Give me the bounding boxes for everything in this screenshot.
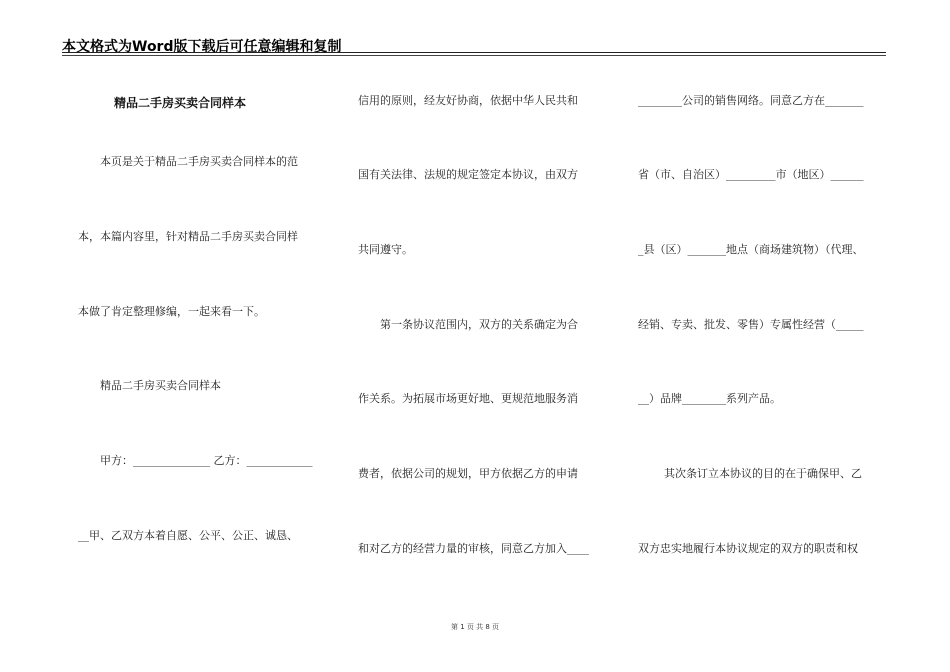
text-line: 经销、专卖、批发、零售）专属性经营（_____ (638, 318, 864, 331)
text-line: 第一条协议范围内，双方的关系确定为合 (380, 318, 578, 331)
page-number: 第 1 页 共 8 页 (450, 623, 500, 631)
text-line: 其次条订立本协议的目的在于确保甲、乙 (664, 467, 862, 480)
text-line: 和对乙方的经营力量的审核，同意乙方加入____ (358, 542, 589, 555)
text-line: 双方忠实地履行本协议规定的双方的职责和权 (638, 542, 858, 555)
document-header: 本文格式为Word版下载后可任意编辑和复制 (62, 39, 342, 55)
header-rule-thick (62, 52, 886, 53)
text-line: 本页是关于精品二手房买卖合同样本的范 (100, 155, 298, 168)
text-line: 国有关法律、法规的规定签定本协议，由双方 (358, 168, 578, 181)
header-rule-thin (62, 55, 886, 56)
text-line: 信用的原则，经友好协商，依据中华人民共和 (358, 94, 578, 107)
text-line: 本，本篇内容里，针对精品二手房买卖合同样 (78, 230, 298, 243)
document-title: 精品二手房买卖合同样本 (114, 96, 247, 110)
text-line: 共同遵守。 (358, 243, 413, 256)
text-line: 作关系。为拓展市场更好地、更规范地服务消 (358, 392, 578, 405)
text-line: 省（市、自治区）_________市（地区）______ (638, 168, 864, 181)
text-line: __）品牌________系列产品。 (638, 392, 781, 405)
text-line: __甲、乙双方本着自愿、公平、公正、诚恳、 (78, 529, 298, 542)
text-line: 精品二手房买卖合同样本 (100, 379, 221, 392)
text-line: 本做了肯定整理修编，一起来看一下。 (78, 305, 265, 318)
text-line: ________公司的销售网络。同意乙方在_______ (638, 94, 864, 107)
text-line: 费者，依据公司的规划，甲方依据乙方的申请 (358, 467, 578, 480)
text-line: _县（区）_______地点（商场建筑物）（代理、 (638, 243, 864, 256)
text-line: 甲方：______________ 乙方：____________ (100, 454, 313, 467)
